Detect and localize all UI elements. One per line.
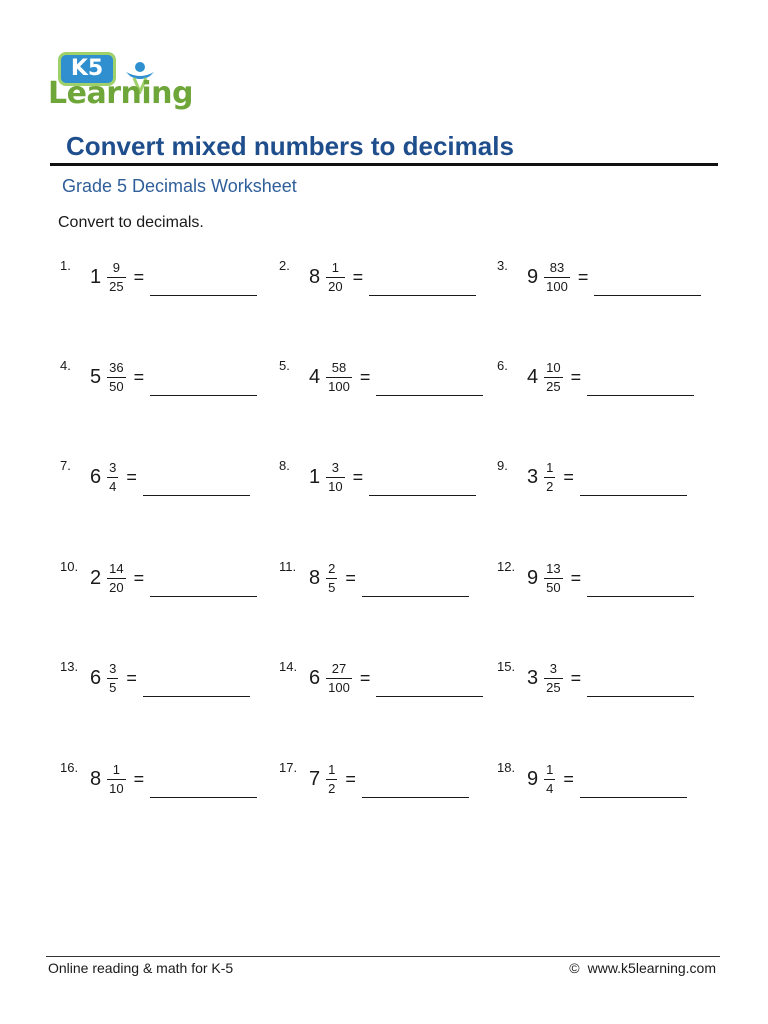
problem-number: 12. [497,559,516,574]
mixed-number [90,659,250,697]
fraction-bar [544,277,570,278]
problem-number: 8. [279,458,290,473]
denominator: 2 [546,479,554,494]
denominator: 5 [328,580,336,595]
fraction [326,561,337,595]
problem-item [279,559,489,609]
problem-item [497,458,707,508]
answer-blank[interactable] [580,475,687,496]
answer-blank[interactable] [362,777,469,798]
answer-blank[interactable] [369,475,476,496]
denominator: 25 [546,680,561,695]
equals-sign: = [352,266,364,287]
problem-number: 2. [279,258,290,273]
whole-number: 6 [90,465,102,488]
numerator: 13 [546,561,561,576]
fraction-bar [107,779,125,780]
fraction [107,260,125,294]
mixed-number [90,358,257,396]
mixed-number [527,358,694,396]
fraction [107,661,118,695]
whole-number: 7 [309,767,321,790]
fraction [326,762,337,796]
footer-divider [46,956,720,957]
mixed-number [527,659,694,697]
whole-number: 4 [309,365,321,388]
numerator: 27 [331,661,347,676]
answer-blank[interactable] [580,777,687,798]
fraction-bar [326,678,352,679]
fraction-bar [107,277,125,278]
equals-sign: = [352,466,364,487]
problem-item [279,358,489,408]
problem-number: 18. [497,760,516,775]
numerator: 1 [328,762,336,777]
mixed-number [309,258,476,296]
title-divider [50,163,718,166]
equals-sign: = [345,567,356,588]
numerator: 10 [546,360,561,375]
fraction-bar [326,377,352,378]
problem-number: 7. [60,458,71,473]
mixed-number [90,258,257,296]
fraction [107,460,118,494]
worksheet-title: Convert mixed numbers to decimals [66,131,514,161]
problem-item [497,358,707,408]
equals-sign: = [563,768,574,789]
problem-item [60,760,270,810]
numerator: 36 [109,360,124,375]
fraction-bar [544,678,562,679]
problem-item [279,659,489,709]
equals-sign: = [133,366,145,387]
instructions-text: Convert to decimals. [58,214,204,231]
problem-number: 4. [60,358,71,373]
fraction-bar [107,678,118,679]
fraction [326,260,344,294]
numerator: 3 [331,460,339,475]
fraction [544,661,562,695]
problem-number: 16. [60,760,79,775]
whole-number: 1 [309,465,321,488]
problem-item [497,559,707,609]
fraction [107,561,125,595]
numerator: 9 [112,260,120,275]
numerator: 1 [112,762,120,777]
problem-number: 3. [497,258,508,273]
numerator: 3 [109,661,117,676]
denominator: 20 [328,279,343,294]
problem-number: 11. [279,559,297,574]
equals-sign: = [570,667,582,688]
mixed-number [527,458,687,496]
answer-blank[interactable] [143,475,250,496]
fraction-bar [326,477,344,478]
problem-item [497,258,707,308]
mixed-number [309,458,476,496]
logo-badge: K5 [58,52,116,86]
fraction [326,661,352,695]
equals-sign: = [133,768,145,789]
equals-sign: = [133,266,145,287]
equals-sign: = [133,567,145,588]
denominator: 5 [109,680,117,695]
equals-sign: = [570,366,582,387]
footer-tagline: Online reading & math for K-5 [48,960,234,976]
whole-number: 9 [527,566,539,589]
numerator: 3 [109,460,117,475]
denominator: 4 [546,781,554,796]
answer-blank[interactable] [362,576,469,597]
equals-sign: = [359,366,371,387]
problem-number: 17. [279,760,298,775]
fraction [544,260,570,294]
denominator: 10 [109,781,124,796]
problem-item [497,659,707,709]
footer-website [569,960,716,976]
answer-blank[interactable] [143,676,250,697]
whole-number: 8 [309,566,321,589]
denominator: 50 [546,580,561,595]
mixed-number [527,760,687,798]
fraction [544,762,555,796]
whole-number: 8 [309,265,321,288]
mixed-number [527,559,694,597]
equals-sign: = [126,466,137,487]
numerator: 2 [328,561,336,576]
fraction-bar [544,377,562,378]
footer-url: www.k5learning.com [587,960,716,976]
whole-number: 9 [527,265,539,288]
answer-blank[interactable] [150,375,257,396]
problem-number: 10. [60,559,79,574]
denominator: 25 [546,379,561,394]
numerator: 83 [549,260,565,275]
fraction [326,460,344,494]
problem-item [279,258,489,308]
whole-number: 1 [90,265,102,288]
equals-sign: = [577,266,589,287]
mixed-number [309,358,483,396]
answer-blank[interactable] [376,676,483,697]
answer-blank[interactable] [594,275,701,296]
answer-blank[interactable] [376,375,483,396]
problem-number: 15. [497,659,516,674]
equals-sign: = [126,667,137,688]
problem-item [497,760,707,810]
denominator: 20 [109,580,124,595]
numerator: 1 [546,762,554,777]
logo-wordmark: Learning [48,76,193,111]
fraction-bar [326,277,344,278]
fraction-bar [544,477,555,478]
problem-number: 9. [497,458,508,473]
answer-blank[interactable] [587,375,694,396]
worksheet-subtitle: Grade 5 Decimals Worksheet [62,176,297,196]
denominator: 10 [328,479,343,494]
problem-number: 5. [279,358,290,373]
equals-sign: = [570,567,582,588]
fraction [544,360,562,394]
problem-number: 14. [279,659,298,674]
fraction [544,561,562,595]
fraction [107,360,125,394]
denominator: 50 [109,379,124,394]
problem-item [60,659,270,709]
mixed-number [527,258,701,296]
denominator: 100 [546,279,568,294]
problem-item [60,559,270,609]
answer-blank[interactable] [587,576,694,597]
numerator: 14 [109,561,124,576]
denominator: 4 [109,479,117,494]
answer-blank[interactable] [150,576,257,597]
whole-number: 5 [90,365,102,388]
problem-item [60,458,270,508]
equals-sign: = [563,466,574,487]
fraction-bar [107,377,125,378]
fraction-bar [544,578,562,579]
whole-number: 2 [90,566,102,589]
k5-learning-logo [48,50,193,114]
mixed-number [309,559,469,597]
whole-number: 4 [527,365,539,388]
problem-number: 13. [60,659,79,674]
numerator: 1 [331,260,339,275]
fraction-bar [107,477,118,478]
answer-blank[interactable] [150,275,257,296]
fraction [107,762,125,796]
mixed-number [309,760,469,798]
whole-number: 6 [90,666,102,689]
numerator: 1 [546,460,554,475]
problem-number: 6. [497,358,508,373]
answer-blank[interactable] [369,275,476,296]
whole-number: 8 [90,767,102,790]
fraction-bar [326,578,337,579]
mixed-number [90,760,257,798]
numerator: 58 [331,360,347,375]
numerator: 3 [549,661,557,676]
denominator: 100 [328,680,350,695]
mixed-number [90,458,250,496]
mixed-number [309,659,483,697]
problem-number: 1. [60,258,71,273]
problem-item [279,760,489,810]
denominator: 25 [109,279,124,294]
denominator: 100 [328,379,350,394]
fraction [326,360,352,394]
answer-blank[interactable] [150,777,257,798]
fraction-bar [326,779,337,780]
fraction [544,460,555,494]
whole-number: 6 [309,666,321,689]
fraction-bar [107,578,125,579]
whole-number: 9 [527,767,539,790]
problem-item [60,258,270,308]
mixed-number [90,559,257,597]
fraction-bar [544,779,555,780]
whole-number: 3 [527,666,539,689]
equals-sign: = [359,667,371,688]
denominator: 2 [328,781,336,796]
copyright-symbol: © [569,960,580,976]
equals-sign: = [345,768,356,789]
problem-item [279,458,489,508]
whole-number: 3 [527,465,539,488]
answer-blank[interactable] [587,676,694,697]
problem-item [60,358,270,408]
